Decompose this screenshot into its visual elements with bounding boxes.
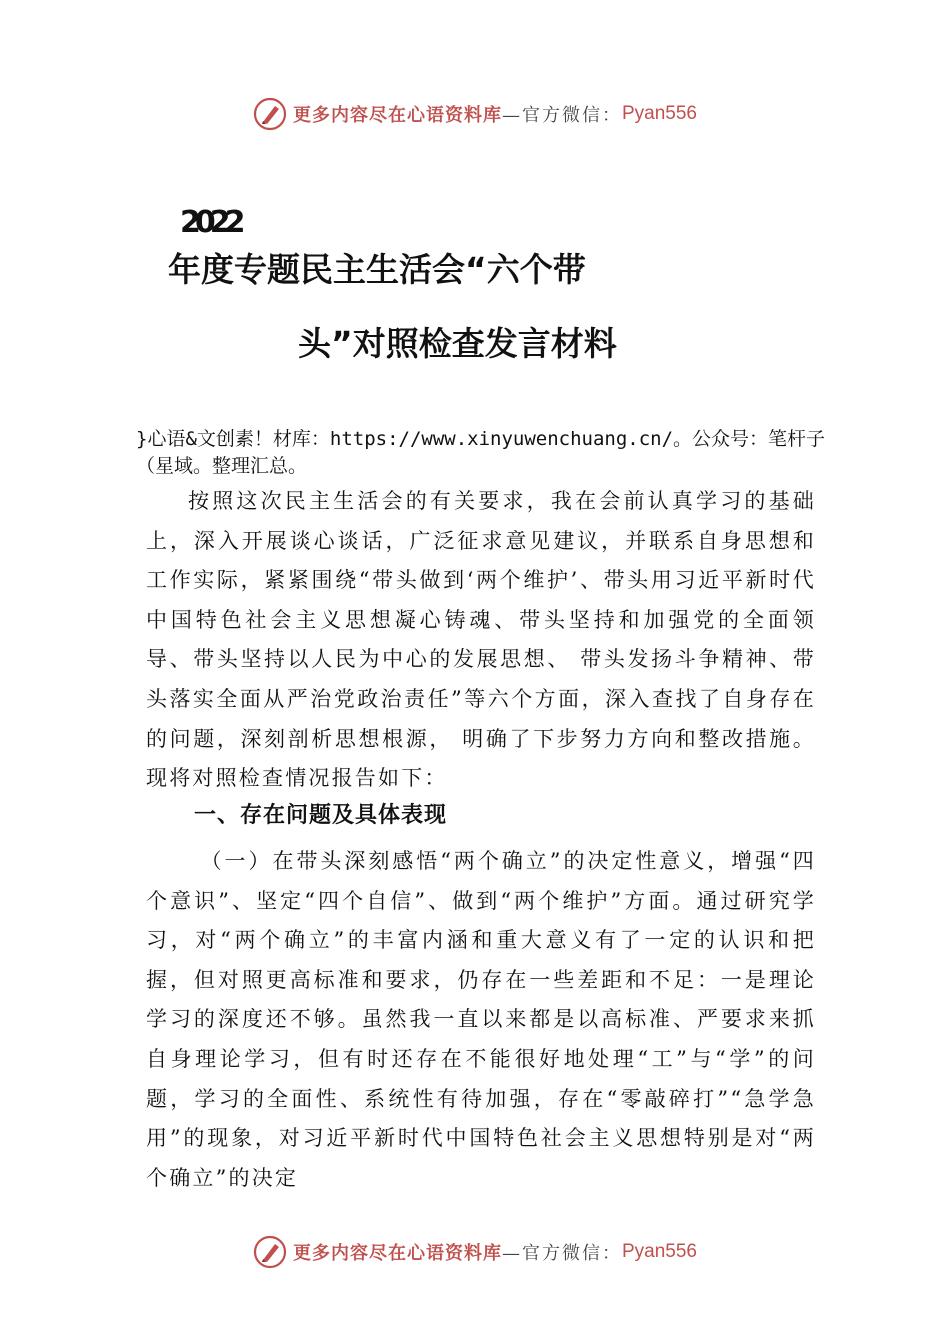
pen-circle-logo-icon: [253, 1235, 287, 1269]
watermark-text: 更多内容尽在心语资料库: [292, 105, 502, 126]
title-line-1: 年度专题民主生活会“六个带: [168, 250, 586, 289]
intro-section: [146, 482, 816, 799]
source-note: }心语&文创素！材库：https://www.xinyuwenchuang.cn/。公众号：笔杆子（星域。整理汇总。: [136, 428, 826, 477]
section-body: [146, 842, 816, 1198]
watermark-label: —官方微信：: [501, 105, 622, 126]
section-heading: 一、存在问题及具体表现: [194, 803, 448, 828]
title-year: 2022: [180, 205, 240, 240]
section-paragraph: （一）在带头深刻感悟“两个确立”的决定性意义，增强“四个意识”、坚定“四个自信”、做到“两个维护”方面。通过研究学习，对“两个确立”的丰富内涵和重大意义有了一定的认识和把握，但对照更高标准和要求，仍存在一些差距和不足：一是理论学习的深度还不够。虽然我一直以来都是以高标准、严要求来抓自身理论学习，但有时还存在不能很好地处理“工”与“学”的问题，学习的全面性、系统性有待加强，存在“零敲碎打”“急学急用”的现象，对习近平新时代中国特色社会主义思想特别是对“两个确立”的决定: [146, 849, 816, 1190]
watermark-code: Pyan556: [621, 103, 697, 124]
watermark-header: [0, 96, 950, 132]
watermark-footer: [0, 1234, 950, 1270]
watermark-text: 更多内容尽在心语资料库: [292, 1243, 502, 1264]
pen-circle-logo-icon: [253, 97, 287, 131]
intro-paragraph: 按照这次民主生活会的有关要求，我在会前认真学习的基础上，深入开展谈心谈话，广泛征求意见建议，并联系自身思想和工作实际，紧紧围绕“带头做到‘两个维护’、带头用习近平新时代中国特色社会主义思想凝心铸魂、带头坚持和加强党的全面领导、带头坚持以人民为中心的发展思想、 带头发扬斗争精神、带头落实全面从严治党政治责任”等六个方面，深入查找了自身存在的问题，深刻剖析思想根源， 明确了下步努力方向和整改措施。现将对照检查情况报告如下：: [146, 489, 816, 791]
watermark-code: Pyan556: [621, 1241, 697, 1262]
title-line-2: 头”对照检查发言材料: [298, 324, 617, 363]
watermark-label: —官方微信：: [501, 1243, 622, 1264]
